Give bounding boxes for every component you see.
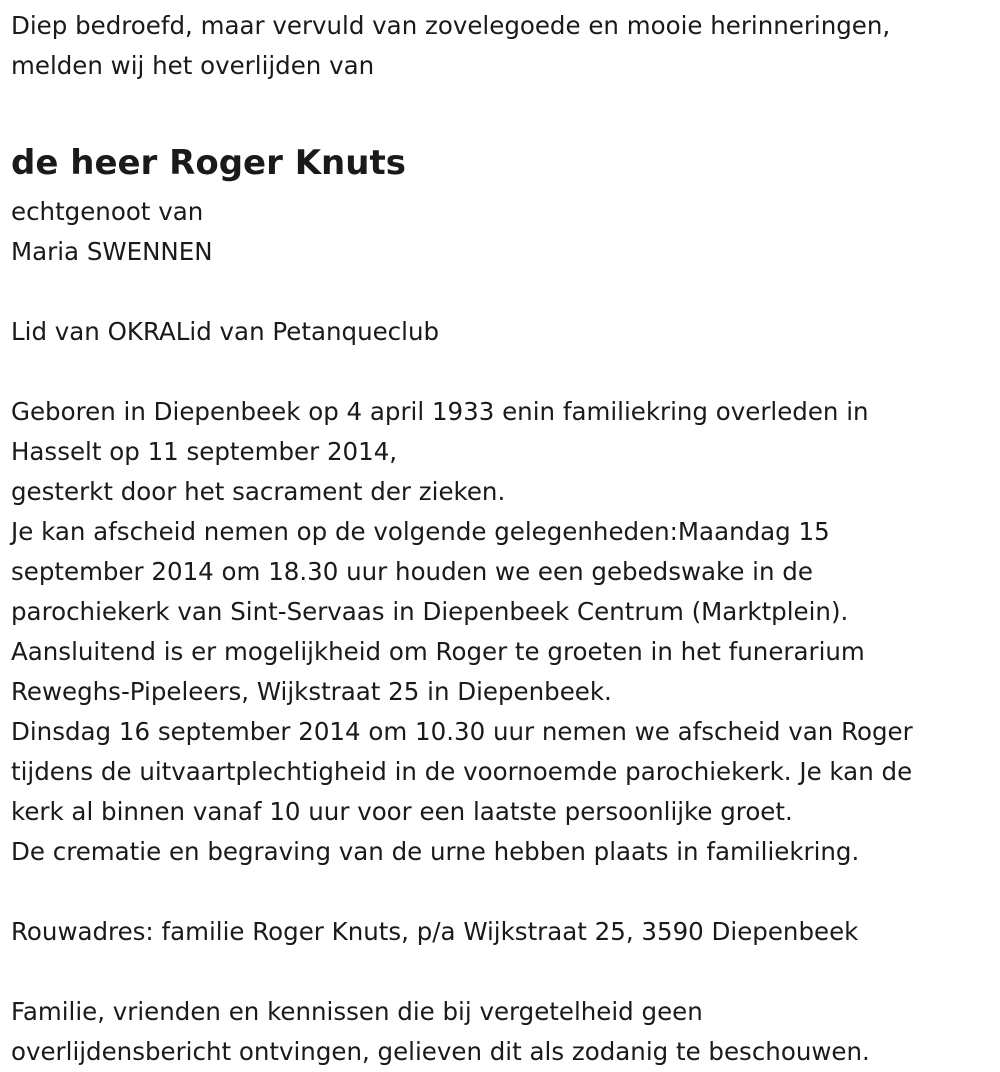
spacer (11, 352, 996, 392)
intro-line-2: melden wij het overlijden van (11, 51, 375, 80)
details-line: Je kan afscheid nemen op de volgende gelegenheden:Maandag 15 (11, 517, 830, 546)
membership-line: Lid van OKRALid van Petanqueclub (11, 317, 440, 346)
details-line: Dinsdag 16 september 2014 om 10.30 uur nemen we afscheid van Roger (11, 717, 913, 746)
details-line: parochiekerk van Sint-Servaas in Diepenbeek Centrum (Marktplein). (11, 597, 849, 626)
closing-line-2: overlijdensbericht ontvingen, gelieven dit als zodanig te beschouwen. (11, 1037, 870, 1066)
intro-paragraph (11, 6, 996, 86)
details-line: tijdens de uitvaartplechtigheid in de voornoemde parochiekerk. Je kan de (11, 757, 913, 786)
details-line: kerk al binnen vanaf 10 uur voor een laatste persoonlijke groet. (11, 797, 793, 826)
spacer (11, 272, 996, 312)
deceased-name: de heer Roger Knuts (11, 143, 406, 183)
closing-line-1: Familie, vrienden en kennissen die bij vergetelheid geen (11, 997, 703, 1026)
spouse-name: Maria SWENNEN (11, 237, 213, 266)
details-line: Hasselt op 11 september 2014, (11, 437, 398, 466)
intro-line-1: Diep bedroefd, maar vervuld van zovelegoede en mooie herinneringen, (11, 11, 891, 40)
spouse-block (11, 192, 996, 272)
details-line: De crematie en begraving van de urne hebben plaats in familiekring. (11, 837, 860, 866)
spacer (11, 872, 996, 912)
details-line: Reweghs-Pipeleers, Wijkstraat 25 in Diepenbeek. (11, 677, 612, 706)
details-line: Aansluitend is er mogelijkheid om Roger te groeten in het funerarium (11, 637, 865, 666)
mourning-address: Rouwadres: familie Roger Knuts, p/a Wijkstraat 25, 3590 Diepenbeek (11, 917, 859, 946)
details-line: gesterkt door het sacrament der zieken. (11, 477, 506, 506)
details-paragraph (11, 392, 996, 872)
obituary-notice (11, 6, 996, 1072)
closing-paragraph (11, 992, 996, 1072)
details-line: september 2014 om 18.30 uur houden we een gebedswake in de (11, 557, 813, 586)
details-line: Geboren in Diepenbeek op 4 april 1933 enin familiekring overleden in (11, 397, 869, 426)
spacer (11, 952, 996, 992)
spouse-label: echtgenoot van (11, 197, 204, 226)
